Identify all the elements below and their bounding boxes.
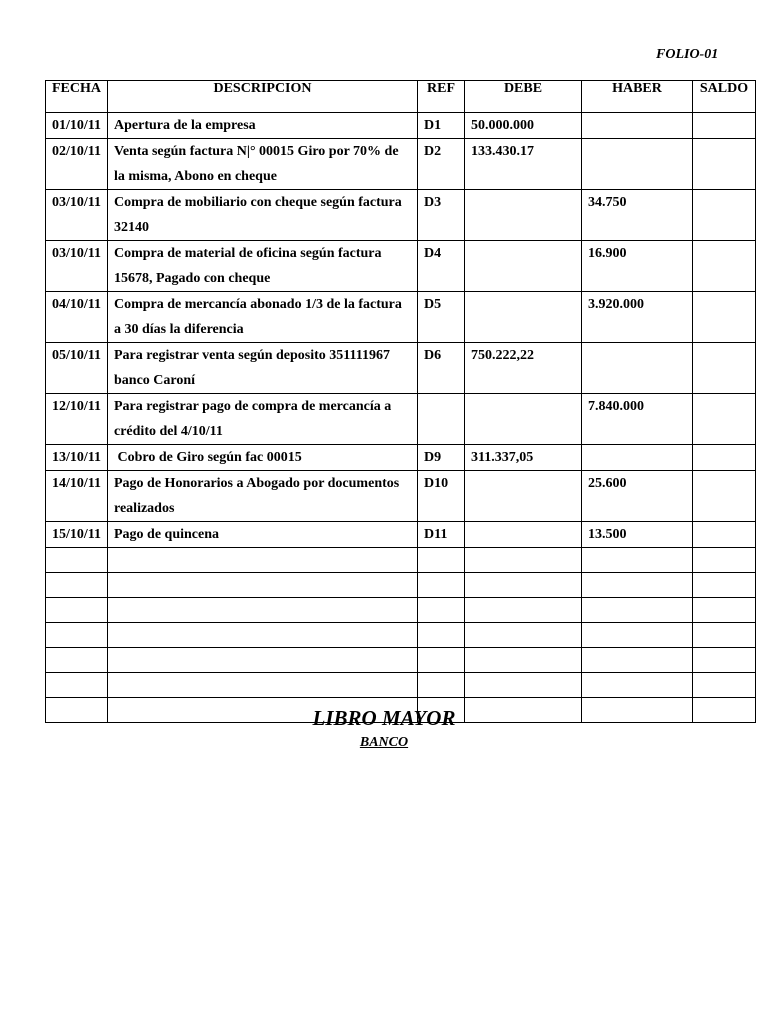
empty-cell	[418, 673, 465, 698]
cell-ref: D3	[418, 190, 465, 241]
cell-debe	[465, 190, 582, 241]
cell-fecha: 04/10/11	[46, 292, 108, 343]
header-row	[46, 81, 756, 113]
cell-descripcion: Pago de quincena	[108, 522, 418, 548]
cell-ref: D11	[418, 522, 465, 548]
empty-cell	[108, 648, 418, 673]
cell-ref	[418, 394, 465, 445]
cell-ref: D6	[418, 343, 465, 394]
cell-descripcion: Apertura de la empresa	[108, 113, 418, 139]
empty-cell	[465, 573, 582, 598]
cell-fecha: 03/10/11	[46, 241, 108, 292]
cell-fecha: 03/10/11	[46, 190, 108, 241]
empty-row	[46, 623, 756, 648]
ledger-subtitle	[0, 735, 768, 751]
empty-cell	[465, 648, 582, 673]
ledger-title: LIBRO MAYOR	[312, 706, 456, 730]
table-row	[46, 394, 756, 445]
cell-fecha: 01/10/11	[46, 113, 108, 139]
header-fecha: FECHA	[46, 81, 108, 113]
empty-cell	[418, 598, 465, 623]
cell-haber: 25.600	[582, 471, 693, 522]
empty-row	[46, 648, 756, 673]
empty-cell	[418, 648, 465, 673]
cell-haber: 13.500	[582, 522, 693, 548]
cell-haber	[582, 113, 693, 139]
cell-fecha: 12/10/11	[46, 394, 108, 445]
cell-debe	[465, 241, 582, 292]
cell-debe	[465, 522, 582, 548]
cell-ref: D10	[418, 471, 465, 522]
empty-cell	[465, 598, 582, 623]
ledger-table	[45, 80, 756, 723]
empty-cell	[582, 623, 693, 648]
empty-cell	[693, 598, 756, 623]
empty-cell	[46, 648, 108, 673]
cell-saldo	[693, 471, 756, 522]
header-ref: REF	[418, 81, 465, 113]
cell-haber: 3.920.000	[582, 292, 693, 343]
header-haber: HABER	[582, 81, 693, 113]
cell-debe: 133.430.17	[465, 139, 582, 190]
empty-cell	[418, 623, 465, 648]
table-row	[46, 471, 756, 522]
header-saldo: SALDO	[693, 81, 756, 113]
empty-cell	[418, 548, 465, 573]
cell-debe	[465, 394, 582, 445]
cell-ref: D9	[418, 445, 465, 471]
empty-cell	[108, 548, 418, 573]
table-row	[46, 445, 756, 471]
empty-cell	[108, 673, 418, 698]
cell-haber: 7.840.000	[582, 394, 693, 445]
empty-cell	[418, 573, 465, 598]
empty-cell	[465, 548, 582, 573]
table-row	[46, 343, 756, 394]
cell-saldo	[693, 113, 756, 139]
cell-fecha: 05/10/11	[46, 343, 108, 394]
cell-descripcion: Compra de mobiliario con cheque según factura 32140	[108, 190, 418, 241]
empty-cell	[46, 573, 108, 598]
empty-row	[46, 598, 756, 623]
cell-descripcion: Para registrar venta según deposito 351111967 banco Caroní	[108, 343, 418, 394]
cell-saldo	[693, 445, 756, 471]
cell-haber	[582, 139, 693, 190]
cell-descripcion: Compra de mercancía abonado 1/3 de la factura a 30 días la diferencia	[108, 292, 418, 343]
table-row	[46, 113, 756, 139]
cell-ref: D1	[418, 113, 465, 139]
empty-cell	[46, 598, 108, 623]
header-debe: DEBE	[465, 81, 582, 113]
empty-cell	[46, 548, 108, 573]
cell-fecha: 13/10/11	[46, 445, 108, 471]
table-row	[46, 522, 756, 548]
table-row	[46, 241, 756, 292]
empty-row	[46, 573, 756, 598]
empty-cell	[465, 623, 582, 648]
cell-saldo	[693, 241, 756, 292]
cell-descripcion: Para registrar pago de compra de mercancía a crédito del 4/10/11	[108, 394, 418, 445]
cell-descripcion: Venta según factura N|° 00015 Giro por 70% de la misma, Abono en cheque	[108, 139, 418, 190]
cell-debe: 750.222,22	[465, 343, 582, 394]
cell-ref: D2	[418, 139, 465, 190]
cell-haber: 34.750	[582, 190, 693, 241]
cell-saldo	[693, 139, 756, 190]
empty-cell	[108, 598, 418, 623]
cell-haber	[582, 343, 693, 394]
cell-saldo	[693, 343, 756, 394]
cell-debe: 311.337,05	[465, 445, 582, 471]
empty-row	[46, 673, 756, 698]
cell-saldo	[693, 190, 756, 241]
table-row	[46, 139, 756, 190]
cell-descripcion: Compra de material de oficina según factura 15678, Pagado con cheque	[108, 241, 418, 292]
empty-cell	[46, 623, 108, 648]
cell-ref: D5	[418, 292, 465, 343]
empty-cell	[582, 598, 693, 623]
cell-haber: 16.900	[582, 241, 693, 292]
folio-label: FOLIO-01	[656, 47, 719, 62]
cell-fecha: 02/10/11	[46, 139, 108, 190]
cell-saldo	[693, 522, 756, 548]
cell-fecha: 15/10/11	[46, 522, 108, 548]
cell-saldo	[693, 292, 756, 343]
table-row	[46, 292, 756, 343]
header-descripcion: DESCRIPCION	[108, 81, 418, 113]
empty-cell	[693, 548, 756, 573]
empty-cell	[465, 673, 582, 698]
empty-cell	[108, 573, 418, 598]
cell-debe	[465, 471, 582, 522]
cell-ref: D4	[418, 241, 465, 292]
empty-row	[46, 548, 756, 573]
empty-cell	[108, 623, 418, 648]
empty-cell	[693, 648, 756, 673]
cell-debe	[465, 292, 582, 343]
cell-descripcion: Pago de Honorarios a Abogado por documentos realizados	[108, 471, 418, 522]
cell-haber	[582, 445, 693, 471]
cell-descripcion: Cobro de Giro según fac 00015	[108, 445, 418, 471]
empty-cell	[693, 573, 756, 598]
empty-cell	[582, 548, 693, 573]
cell-debe: 50.000.000	[465, 113, 582, 139]
cell-saldo	[693, 394, 756, 445]
cell-fecha: 14/10/11	[46, 471, 108, 522]
empty-cell	[46, 673, 108, 698]
table-row	[46, 190, 756, 241]
account-name: BANCO	[359, 735, 409, 750]
empty-cell	[582, 648, 693, 673]
empty-cell	[582, 573, 693, 598]
empty-cell	[582, 673, 693, 698]
empty-cell	[693, 673, 756, 698]
empty-cell	[693, 623, 756, 648]
